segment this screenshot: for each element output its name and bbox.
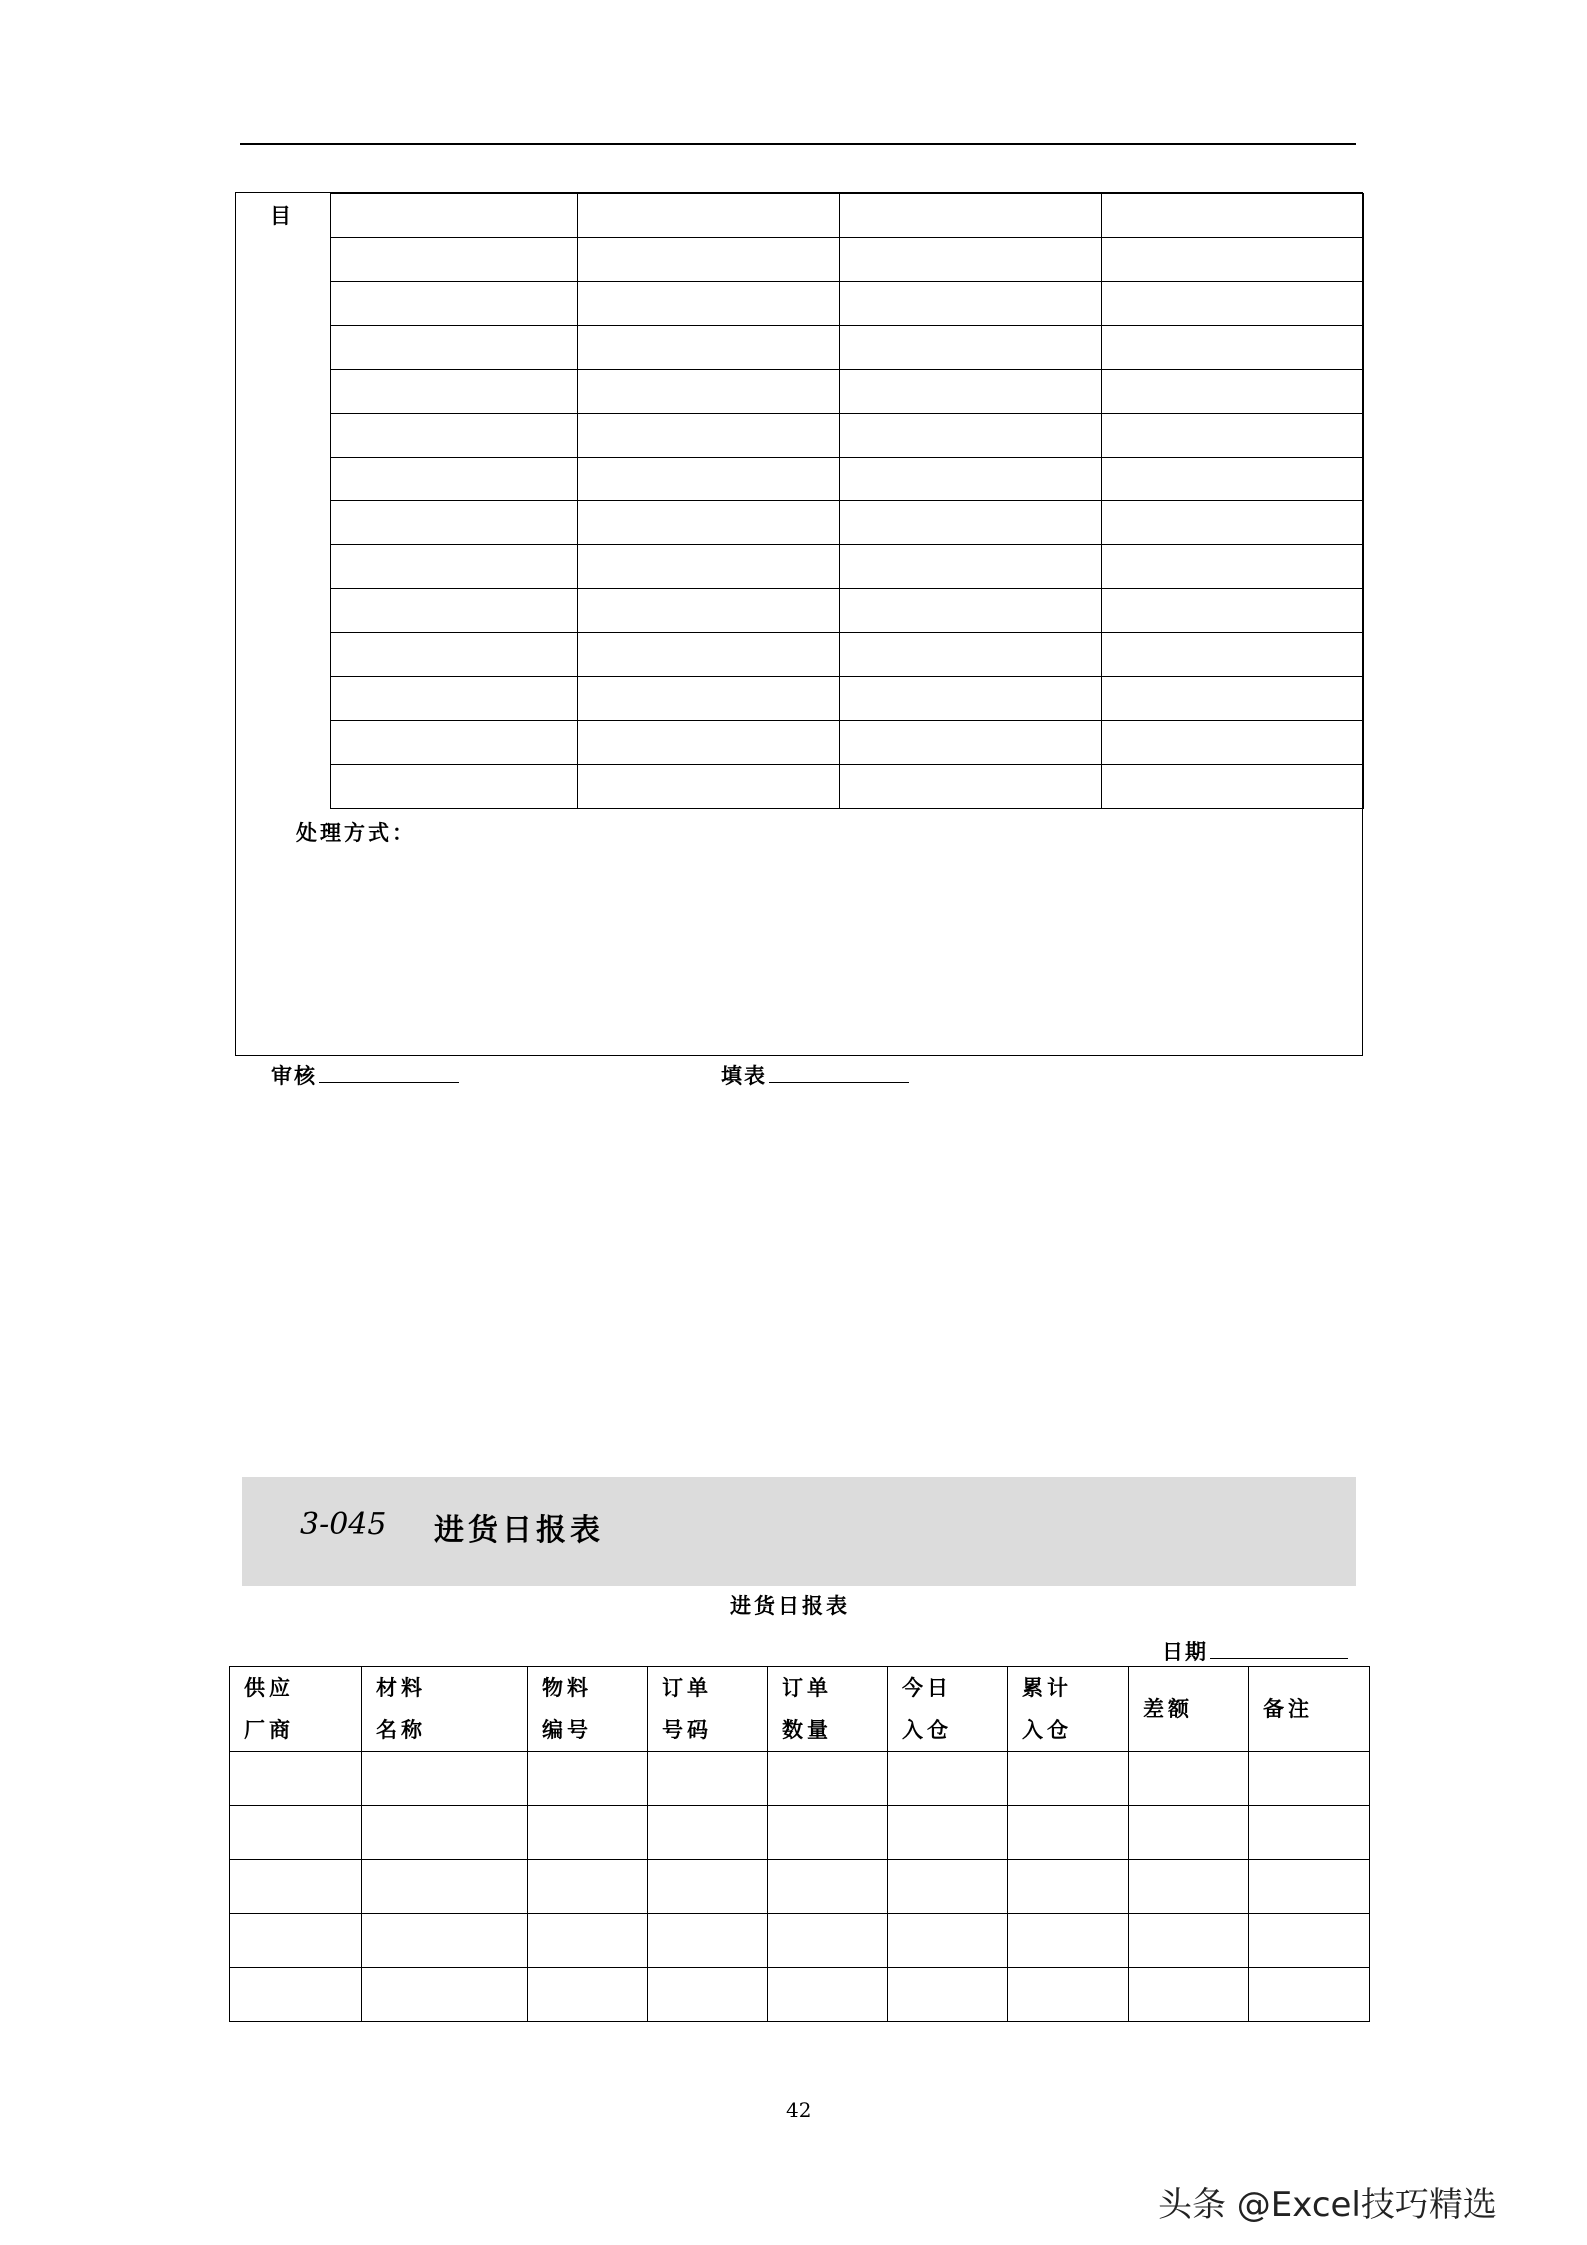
- item-grid-row: [331, 369, 1364, 413]
- table-cell[interactable]: [888, 1806, 1008, 1860]
- table-cell[interactable]: [888, 1968, 1008, 2022]
- column-header-line: 累计: [1022, 1676, 1072, 1700]
- column-header: [648, 1667, 768, 1752]
- table-row: [230, 1752, 1370, 1806]
- item-grid-cell[interactable]: [840, 589, 1102, 633]
- table-cell[interactable]: [1008, 1914, 1129, 1968]
- table-cell[interactable]: [1129, 1860, 1249, 1914]
- column-header: [1249, 1667, 1370, 1752]
- item-grid-cell[interactable]: [840, 325, 1102, 369]
- item-grid-cell[interactable]: [1102, 194, 1364, 238]
- item-grid-cell[interactable]: [578, 457, 840, 501]
- report-title: 进货日报表: [730, 1594, 850, 1618]
- item-grid-row: [331, 589, 1364, 633]
- item-grid-cell[interactable]: [840, 281, 1102, 325]
- table-cell[interactable]: [768, 1914, 888, 1968]
- item-grid-row: [331, 721, 1364, 765]
- item-grid-cell[interactable]: [331, 501, 578, 545]
- header-rule: [240, 143, 1356, 145]
- item-grid-cell[interactable]: [1102, 325, 1364, 369]
- table-row: [230, 1806, 1370, 1860]
- item-grid-cell[interactable]: [578, 413, 840, 457]
- item-grid-cell[interactable]: [578, 633, 840, 677]
- table-cell[interactable]: [1129, 1752, 1249, 1806]
- table-cell[interactable]: [1249, 1806, 1370, 1860]
- column-header-line: 入仓: [902, 1718, 952, 1742]
- column-header-line: 材料: [376, 1676, 426, 1700]
- date-field: [1162, 1636, 1348, 1666]
- item-grid-cell[interactable]: [578, 194, 840, 238]
- item-grid-cell[interactable]: [1102, 764, 1364, 808]
- item-grid-cell[interactable]: [840, 633, 1102, 677]
- item-grid-row: [331, 677, 1364, 721]
- table-cell[interactable]: [1129, 1806, 1249, 1860]
- item-grid-cell[interactable]: [1102, 677, 1364, 721]
- table-cell[interactable]: [768, 1806, 888, 1860]
- column-header-line: 号码: [662, 1718, 712, 1742]
- item-grid-cell[interactable]: [1102, 457, 1364, 501]
- table-cell[interactable]: [230, 1806, 362, 1860]
- item-grid-row: [331, 325, 1364, 369]
- table-cell[interactable]: [362, 1752, 528, 1806]
- item-grid-row: [331, 764, 1364, 808]
- item-grid-cell[interactable]: [578, 237, 840, 281]
- item-label: 目: [270, 204, 291, 228]
- table-cell[interactable]: [1249, 1752, 1370, 1806]
- review-blank[interactable]: [319, 1064, 459, 1083]
- item-grid-cell[interactable]: [578, 369, 840, 413]
- item-grid-cell[interactable]: [331, 457, 578, 501]
- table-cell[interactable]: [888, 1752, 1008, 1806]
- item-grid-cell[interactable]: [840, 237, 1102, 281]
- item-grid-cell[interactable]: [840, 677, 1102, 721]
- item-grid-row: [331, 545, 1364, 589]
- table-cell[interactable]: [1129, 1914, 1249, 1968]
- item-grid-cell[interactable]: [1102, 413, 1364, 457]
- section-number: 3-045: [300, 1507, 387, 1542]
- item-grid-cell[interactable]: [840, 369, 1102, 413]
- table-cell[interactable]: [648, 1914, 768, 1968]
- table-cell[interactable]: [362, 1860, 528, 1914]
- column-header-line: 物料: [542, 1676, 592, 1700]
- column-header: [888, 1667, 1008, 1752]
- item-grid-cell[interactable]: [331, 677, 578, 721]
- review-label: 审核: [271, 1064, 317, 1088]
- page-number: 42: [786, 2098, 812, 2122]
- item-grid-row: [331, 237, 1364, 281]
- table-cell[interactable]: [1129, 1968, 1249, 2022]
- fill-label: 填表: [721, 1064, 767, 1088]
- item-grid-cell[interactable]: [1102, 369, 1364, 413]
- item-grid-cell[interactable]: [578, 501, 840, 545]
- table-cell[interactable]: [528, 1968, 648, 2022]
- column-header-line: 订单: [662, 1676, 712, 1700]
- item-grid-cell[interactable]: [578, 325, 840, 369]
- table-cell[interactable]: [230, 1752, 362, 1806]
- item-grid-cell[interactable]: [331, 589, 578, 633]
- table-row: [230, 1914, 1370, 1968]
- item-grid-cell[interactable]: [840, 501, 1102, 545]
- fill-blank[interactable]: [769, 1064, 909, 1083]
- item-grid-cell[interactable]: [578, 764, 840, 808]
- table-cell[interactable]: [362, 1806, 528, 1860]
- table-cell[interactable]: [1008, 1968, 1129, 2022]
- item-grid-cell[interactable]: [840, 413, 1102, 457]
- item-grid-cell[interactable]: [331, 721, 578, 765]
- table-cell[interactable]: [362, 1968, 528, 2022]
- item-grid-cell[interactable]: [840, 545, 1102, 589]
- item-grid-cell[interactable]: [1102, 545, 1364, 589]
- item-grid-cell[interactable]: [331, 281, 578, 325]
- column-header-line: 差额: [1143, 1697, 1193, 1721]
- column-header: [1129, 1667, 1249, 1752]
- daily-purchase-table: [229, 1666, 1370, 2022]
- table-cell[interactable]: [362, 1914, 528, 1968]
- item-grid-cell[interactable]: [578, 281, 840, 325]
- item-grid-cell[interactable]: [840, 764, 1102, 808]
- table-cell[interactable]: [230, 1860, 362, 1914]
- item-grid-cell[interactable]: [331, 325, 578, 369]
- processing-method-label: 处理方式：: [296, 821, 416, 845]
- column-header: [362, 1667, 528, 1752]
- table-cell[interactable]: [888, 1860, 1008, 1914]
- table-cell[interactable]: [768, 1860, 888, 1914]
- watermark: 头条 @Excel技巧精选: [1158, 2185, 1497, 2225]
- column-header-line: 编号: [542, 1718, 592, 1742]
- table-cell[interactable]: [528, 1752, 648, 1806]
- table-cell[interactable]: [648, 1968, 768, 2022]
- item-grid-cell[interactable]: [1102, 281, 1364, 325]
- table-row: [230, 1968, 1370, 2022]
- table-cell[interactable]: [768, 1752, 888, 1806]
- table-cell[interactable]: [528, 1860, 648, 1914]
- table-cell[interactable]: [1008, 1752, 1129, 1806]
- item-grid-cell[interactable]: [578, 721, 840, 765]
- column-header: [768, 1667, 888, 1752]
- section-banner: [242, 1477, 1356, 1586]
- table-cell[interactable]: [1249, 1914, 1370, 1968]
- item-grid-cell[interactable]: [1102, 721, 1364, 765]
- item-grid-cell[interactable]: [331, 369, 578, 413]
- table-cell[interactable]: [1008, 1860, 1129, 1914]
- date-blank[interactable]: [1210, 1640, 1348, 1659]
- table-cell[interactable]: [1008, 1806, 1129, 1860]
- table-cell[interactable]: [888, 1914, 1008, 1968]
- item-grid-cell[interactable]: [331, 194, 578, 238]
- table-row: [230, 1860, 1370, 1914]
- table-cell[interactable]: [648, 1806, 768, 1860]
- table-cell[interactable]: [648, 1752, 768, 1806]
- item-grid-cell[interactable]: [1102, 237, 1364, 281]
- column-header-line: 名称: [376, 1718, 426, 1742]
- table-cell[interactable]: [230, 1914, 362, 1968]
- item-grid-cell[interactable]: [578, 545, 840, 589]
- column-header-line: 备注: [1263, 1697, 1313, 1721]
- table-cell[interactable]: [1249, 1860, 1370, 1914]
- table-cell[interactable]: [528, 1806, 648, 1860]
- item-grid-cell[interactable]: [1102, 589, 1364, 633]
- item-grid-cell[interactable]: [331, 545, 578, 589]
- item-grid-row: [331, 457, 1364, 501]
- item-grid-row: [331, 413, 1364, 457]
- table-cell[interactable]: [648, 1860, 768, 1914]
- column-header-line: 数量: [782, 1718, 832, 1742]
- column-header-line: 厂商: [244, 1718, 294, 1742]
- item-grid-row: [331, 281, 1364, 325]
- item-grid-cell[interactable]: [840, 194, 1102, 238]
- table-cell[interactable]: [768, 1968, 888, 2022]
- column-header: [230, 1667, 362, 1752]
- date-label: 日期: [1162, 1640, 1208, 1664]
- section-title: 进货日报表: [434, 1513, 604, 1548]
- item-grid-row: [331, 194, 1364, 238]
- item-grid-cell[interactable]: [1102, 633, 1364, 677]
- item-grid-row: [331, 501, 1364, 545]
- item-grid-cell[interactable]: [331, 413, 578, 457]
- item-grid-cell[interactable]: [1102, 501, 1364, 545]
- item-grid-cell[interactable]: [840, 457, 1102, 501]
- column-header-line: 订单: [782, 1676, 832, 1700]
- column-header-line: 今日: [902, 1676, 952, 1700]
- item-grid-cell[interactable]: [840, 721, 1102, 765]
- item-grid-cell[interactable]: [331, 237, 578, 281]
- table-cell[interactable]: [1249, 1968, 1370, 2022]
- column-header: [528, 1667, 648, 1752]
- item-grid-cell[interactable]: [578, 589, 840, 633]
- item-grid-cell[interactable]: [331, 764, 578, 808]
- column-header-line: 入仓: [1022, 1718, 1072, 1742]
- review-signature: [271, 1060, 459, 1090]
- item-grid-row: [331, 633, 1364, 677]
- fill-signature: [721, 1060, 909, 1090]
- column-header: [1008, 1667, 1129, 1752]
- table-cell[interactable]: [528, 1914, 648, 1968]
- item-grid: [330, 193, 1364, 809]
- column-header-line: 供应: [244, 1676, 294, 1700]
- item-grid-cell[interactable]: [331, 633, 578, 677]
- table-cell[interactable]: [230, 1968, 362, 2022]
- item-grid-cell[interactable]: [578, 677, 840, 721]
